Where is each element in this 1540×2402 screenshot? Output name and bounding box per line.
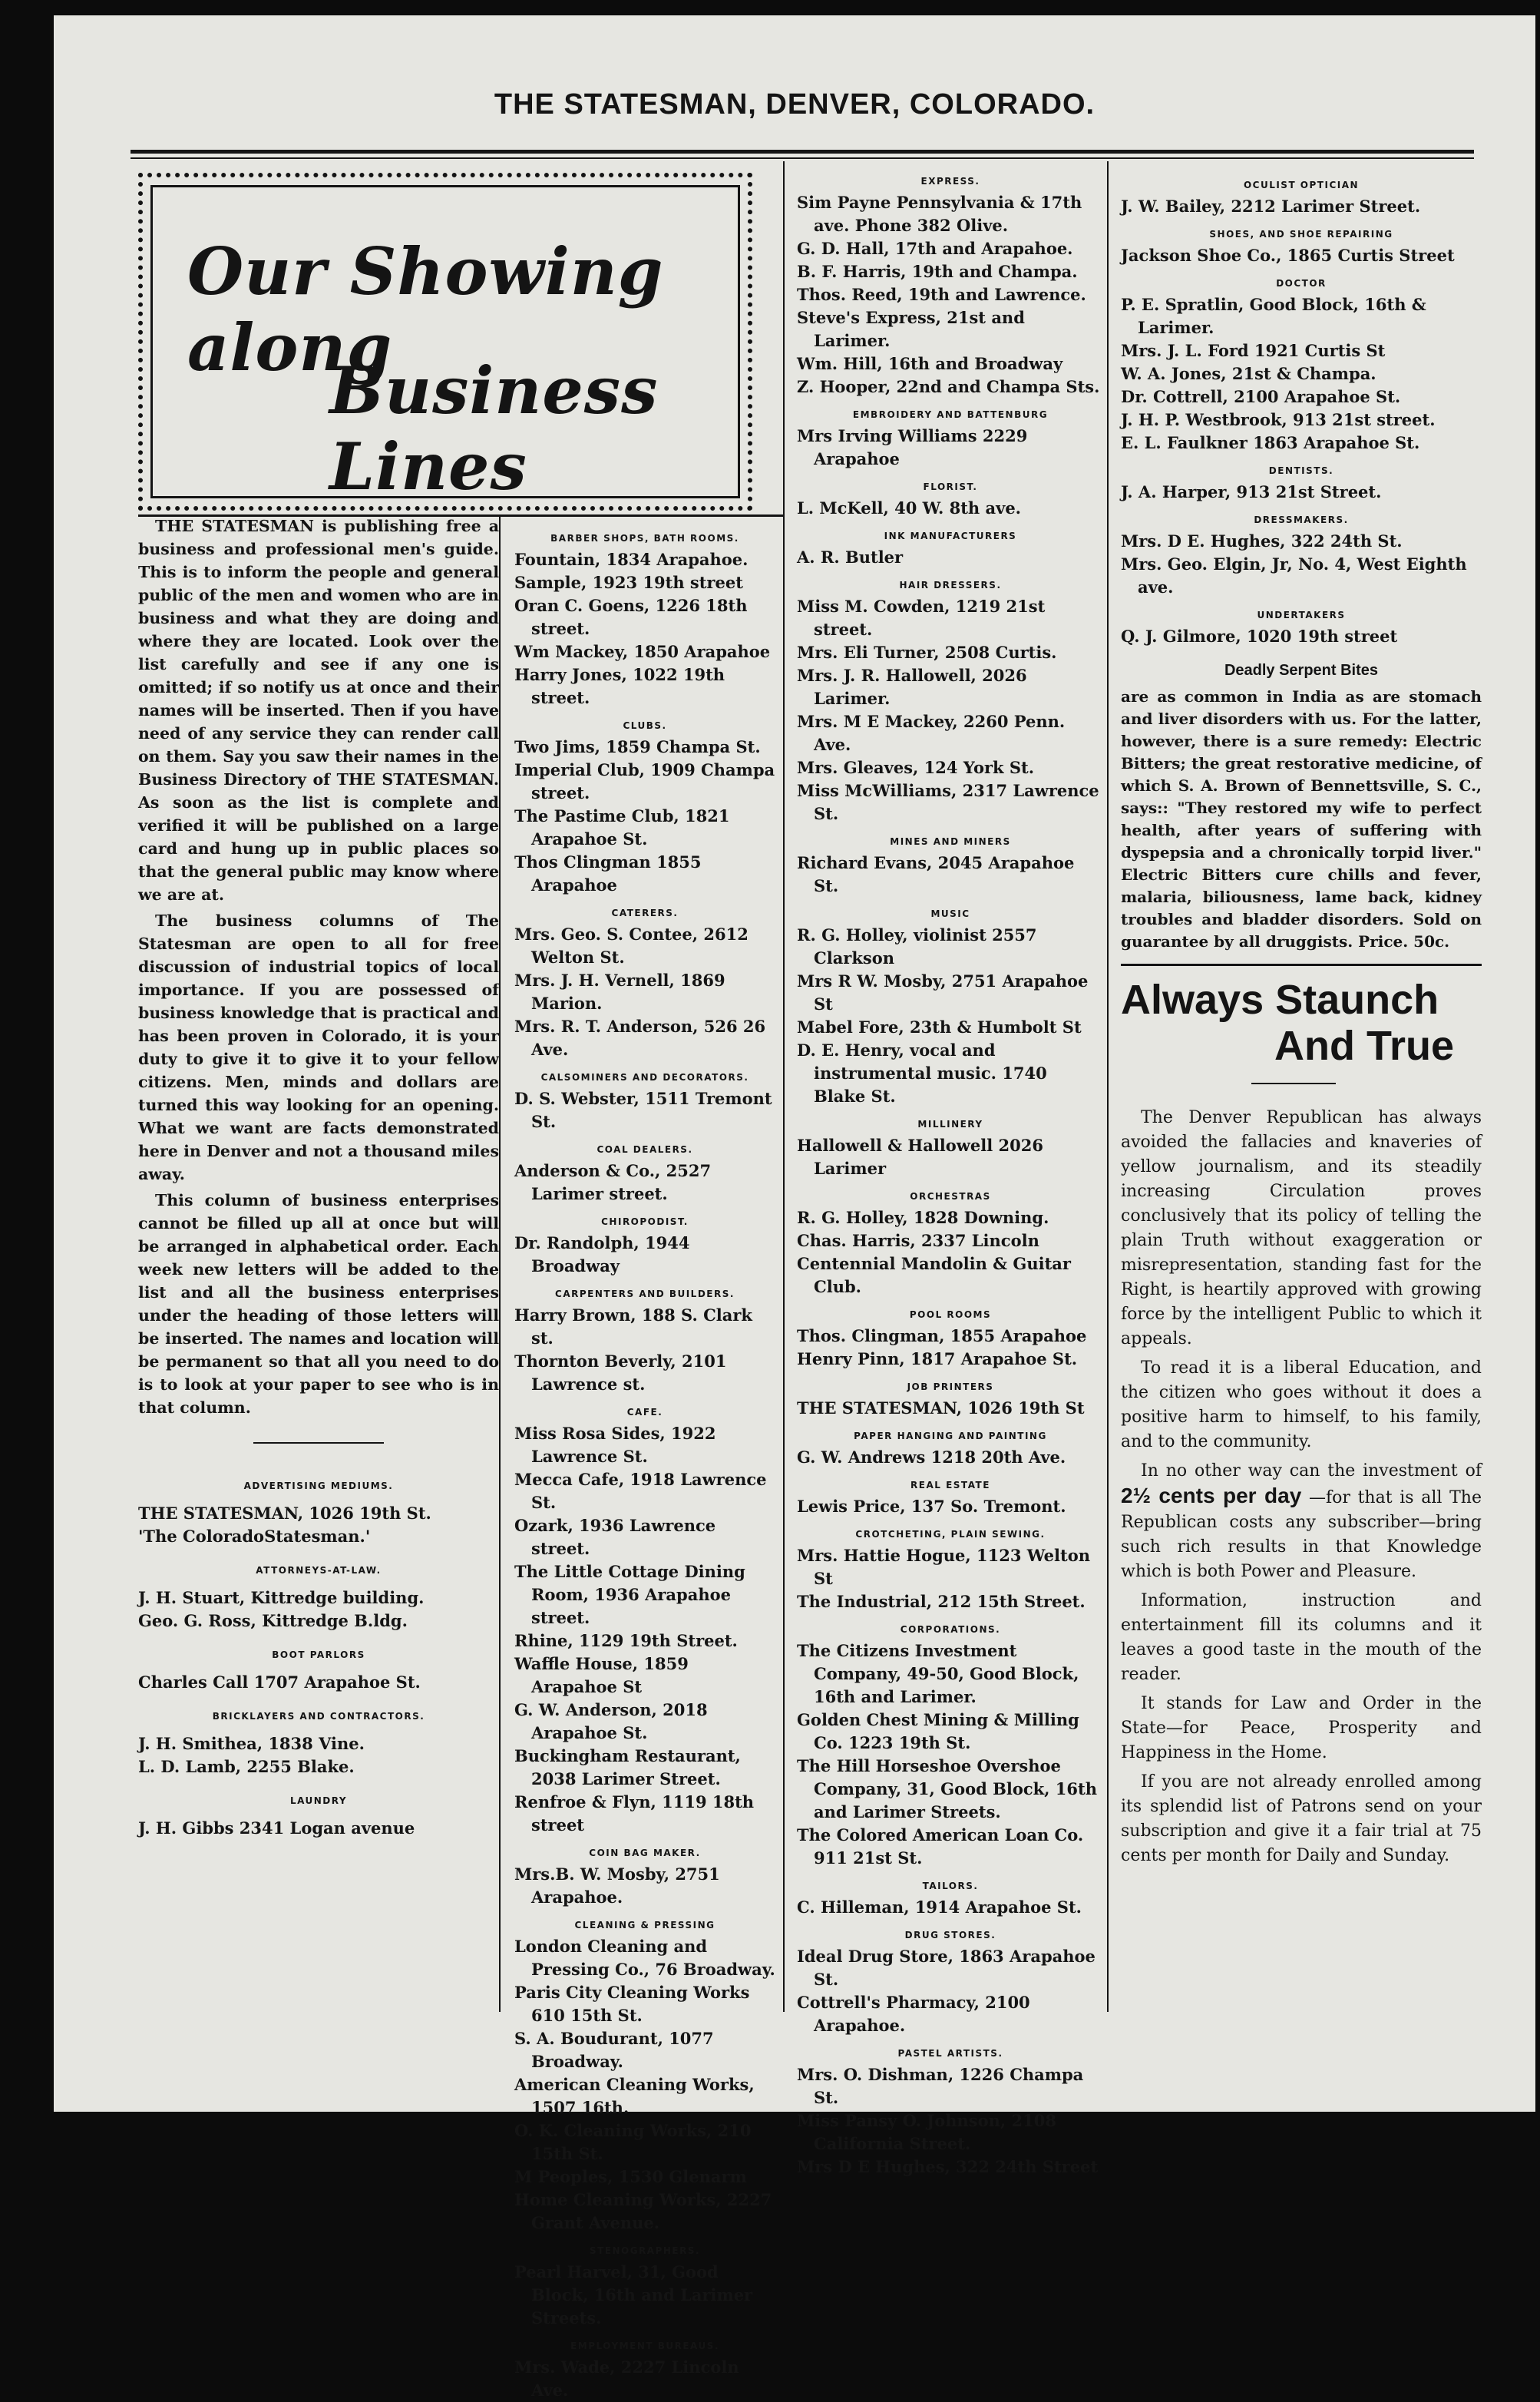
ad-rule [1121, 964, 1482, 966]
deadly-title: Deadly Serpent Bites [1224, 662, 1379, 679]
section-heading: POOL ROOMS [909, 1309, 992, 1320]
directory-entry: Paris City Cleaning Works 610 15th St. [514, 1983, 750, 2025]
section-heading: INK MANUFACTURERS [884, 531, 1017, 541]
directory-entry: Harry Brown, 188 S. Clark st. [514, 1305, 752, 1348]
section-heading: CLEANING & PRESSING [574, 1920, 715, 1931]
directory-entry: Dr. Randolph, 1944 Broadway [514, 1233, 690, 1275]
directory-entry: A. R. Butler [797, 548, 904, 567]
directory-entry: Mrs. D E. Hughes, 322 24th St. [1121, 531, 1403, 551]
masthead-rule-thin [131, 157, 1474, 159]
directory-entry: Mrs R W. Mosby, 2751 Arapahoe St [797, 971, 1089, 1014]
directory-entry: Wm. Hill, 16th and Broadway [797, 354, 1063, 373]
short-rule [253, 1442, 384, 1444]
ad-paragraph [1121, 1459, 1482, 1584]
directory-entry: Mrs. J. H. Vernell, 1869 Marion. [514, 971, 725, 1013]
directory-entry: THE STATESMAN, 1026 19th St. [138, 1504, 431, 1523]
section-heading: DOCTOR [1276, 278, 1327, 289]
directory-entry: Ideal Drug Store, 1863 Arapahoe St. [797, 1947, 1096, 1989]
newspaper-page [54, 15, 1535, 2400]
directory-entry: Richard Evans, 2045 Arapahoe St. [797, 853, 1075, 895]
directory-entry: Ozark, 1936 Lawrence street. [514, 1516, 716, 1558]
right-column [1121, 169, 1482, 1873]
section-heading: CAFE. [626, 1407, 663, 1418]
directory-entry: Mrs.B. W. Mosby, 2751 Arapahoe. [514, 1864, 720, 1907]
directory-col4 [1121, 180, 1482, 648]
ad-body [1121, 1106, 1482, 1868]
directory-entry: Lewis Price, 137 So. Tremont. [797, 1497, 1066, 1516]
directory-entry: Mrs. M E Mackey, 2260 Penn. Ave. [797, 712, 1066, 754]
masthead-rule-thick [131, 150, 1474, 154]
directory-entry: Centennial Mandolin & Guitar Club. [797, 1254, 1071, 1296]
directory-entry: Mecca Cafe, 1918 Lawrence St. [514, 1470, 767, 1512]
directory-entry: Home Cleaning Works, 2227 Grant Avenue. [514, 2190, 772, 2232]
directory-entry: The Little Cottage Dining Room, 1936 Arapahoe street. [514, 1562, 745, 1627]
directory-entry: Mrs. Geo. S. Contee, 2612 Welton St. [514, 925, 749, 967]
ad-paragraph: To read it is a liberal Education, and the citizen who goes without it does a positive harm to himself, to his family, and to the community. [1121, 1358, 1482, 1451]
directory-entry: Miss McWilliams, 2317 Lawrence St. [797, 781, 1099, 823]
directory-entry: J. H. Stuart, Kittredge building. [138, 1588, 425, 1607]
section-heading: CLUBS. [623, 720, 667, 731]
directory-entry: Buckingham Restaurant, 2038 Larimer Street. [514, 1746, 741, 1788]
directory-entry: G. W. Andrews 1218 20th Ave. [797, 1447, 1066, 1467]
section-heading: PASTEL ARTISTS. [897, 2048, 1003, 2059]
directory-entry: The Pastime Club, 1821 Arapahoe St. [514, 806, 730, 849]
ad-paragraph: The Denver Republican has always avoided the fallacies and knaveries of yellow journalism, and its steadily increasing Circulation proves conclusively that its policy of telling the plain Truth without exaggeration or misrepresentation, standing fast for the Right, is heartily approved with growing force by the intelligent Public to which it appeals. [1121, 1108, 1482, 1348]
directory-entry: Rhine, 1129 19th Street. [514, 1631, 738, 1650]
directory-entry: G. W. Anderson, 2018 Arapahoe St. [514, 1700, 708, 1742]
section-heading: EXPRESS. [920, 176, 980, 187]
directory-entry: Dr. Cottrell, 2100 Arapahoe St. [1121, 387, 1401, 406]
directory-col3 [797, 165, 1104, 2179]
directory-entry: Waffle House, 1859 Arapahoe St [514, 1654, 689, 1696]
directory-entry: Chas. Harris, 2337 Lincoln [797, 1231, 1039, 1250]
section-heading: CROTCHETING, PLAIN SEWING. [855, 1529, 1046, 1540]
intro-paragraph: THE STATESMAN is publishing free a business and professional men's guide. This is to inform the people and general public of the men and women who are in business and what they are doing and where they are located. Look over the list carefully and see if any one is omitted; if so notify us at once and their names will be inserted. Then if you have need of any service they can render call on them. Say you saw their names in the Business Directory of THE STATESMAN. As soon as the list is complete and verified it will be published on a large card and hung up in public places so that the general public may know where we are at. [138, 517, 499, 904]
directory-entry: 'The ColoradoStatesman.' [138, 1527, 371, 1546]
section-heading: JOB PRINTERS [907, 1381, 994, 1392]
section-heading: LAUNDRY [289, 1795, 348, 1806]
directory-entry: Sim Payne Pennsylvania & 17th ave. Phone 382 Olive. [797, 193, 1082, 235]
section-heading: REAL ESTATE [910, 1480, 990, 1490]
directory-entry: J. A. Harper, 913 21st Street. [1121, 482, 1382, 501]
section-heading: BRICKLAYERS AND CONTRACTORS. [212, 1711, 425, 1722]
section-heading: OCULIST OPTICIAN [1243, 180, 1360, 190]
ad-text: In no other way can the investment of [1141, 1461, 1482, 1481]
directory-entry: The Citizens Investment Company, 49-50, Good Block, 16th and Larimer. [797, 1641, 1079, 1706]
directory-entry: Jackson Shoe Co., 1865 Curtis Street [1121, 246, 1455, 265]
section-heading: COAL DEALERS. [597, 1144, 693, 1155]
directory-entry: R. G. Holley, 1828 Downing. [797, 1208, 1049, 1227]
section-heading: PAPER HANGING AND PAINTING [854, 1431, 1047, 1441]
directory-entry: Oran C. Goens, 1226 18th street. [514, 596, 748, 638]
directory-entry: G. D. Hall, 17th and Arapahoe. [797, 239, 1073, 258]
directory-entry: Golden Chest Mining & Milling Co. 1223 19th St. [797, 1710, 1079, 1752]
ad-paragraph: It stands for Law and Order in the State—for Peace, Prosperity and Happiness in the Home. [1121, 1694, 1482, 1762]
directory-entry: Renfroe & Flyn, 1119 18th street [514, 1792, 755, 1835]
directory-entry: Mrs Irving Williams 2229 Arapahoe [797, 426, 1028, 468]
ad-title1: Always Staunch [1121, 977, 1439, 1023]
directory-entry: The Hill Horseshoe Overshoe Company, 31, Good Block, 16th and Larimer Streets. [797, 1756, 1097, 1821]
directory-entry: S. A. Boudurant, 1077 Broadway. [514, 2029, 714, 2071]
directory-entry: Wm Mackey, 1850 Arapahoe [514, 642, 771, 661]
directory-entry: Mrs. Eli Turner, 2508 Curtis. [797, 643, 1057, 662]
directory-entry: J. H. Smithea, 1838 Vine. [138, 1734, 365, 1753]
directory-entry: Sample, 1923 19th street [514, 573, 743, 592]
ad-paragraph: Information, instruction and entertainment fill its columns and it leaves a good taste in the mouth of the reader. [1121, 1591, 1482, 1684]
directory-entry: D. S. Webster, 1511 Tremont St. [514, 1089, 772, 1131]
directory-entry: Mrs. O. Dishman, 1226 Champa St. [797, 2065, 1084, 2107]
intro-paragraph: This column of business enterprises cannot be filled up all at once but will be arranged in alphabetical order. Each week new letters will be added to the list and all the business enterprises under the heading of those letters will be inserted. The names and location will be permanent so that all you need to do is to look at your paper to see who is in that column. [138, 1191, 499, 1417]
directory-entry: American Cleaning Works, 1507 16th. [514, 2075, 755, 2117]
intro-paragraph: The business columns of The Statesman are open to all for free discussion of industrial topics of local importance. If you are possessed of business knowledge that is practical and has been proven in Colorado, it is your duty to give it to give it to your fellow citizens. Men, minds and dollars are turned this way looking for an opening. What we want are facts demonstrated here in Denver and not a thousand miles away. [138, 912, 499, 1183]
directory-entry: Mrs. J. R. Hallowell, 2026 Larimer. [797, 666, 1027, 708]
section-heading: BARBER SHOPS, BATH ROOMS. [550, 533, 739, 544]
directory-entry: Q. J. Gilmore, 1020 19th street [1121, 627, 1398, 646]
directory-entry: The Colored American Loan Co. 911 21st St. [797, 1825, 1084, 1868]
section-heading: TAILORS. [922, 1881, 979, 1891]
directory-entry: Miss Rosa Sides, 1922 Lawrence St. [514, 1424, 716, 1466]
directory-entry: O. K. Cleaning Works, 210 15th St. [514, 2121, 752, 2163]
directory-entry: M Peoples, 1530 Glenarm [514, 2167, 747, 2186]
section-heading: DRUG STORES. [904, 1930, 996, 1940]
directory-entry: Mrs. R. T. Anderson, 526 26 Ave. [514, 1017, 766, 1059]
directory-entry: W. A. Jones, 21st & Champa. [1121, 364, 1376, 383]
directory-entry: J. W. Bailey, 2212 Larimer Street. [1121, 197, 1421, 216]
directory-entry: Thos Clingman 1855 Arapahoe [514, 852, 702, 895]
section-heading: COIN BAG MAKER. [589, 1848, 701, 1858]
section-heading: ORCHESTRAS [910, 1191, 991, 1202]
directory-entry: Pearl Harvel, 31, Good Block, 16th and Larimer Streets. [514, 2262, 753, 2328]
directory-entry: Mrs. Hattie Hogue, 1123 Welton St [797, 1546, 1090, 1588]
directory-entry: Fountain, 1834 Arapahoe. [514, 550, 749, 569]
col-divider-1 [499, 514, 501, 2012]
directory-entry: Cottrell's Pharmacy, 2100 Arapahoe. [797, 1993, 1030, 2035]
directory-entry: London Cleaning and Pressing Co., 76 Broadway. [514, 1937, 775, 1979]
section-heading: FLORIST. [923, 481, 978, 492]
directory-entry: C. Hilleman, 1914 Arapahoe St. [797, 1897, 1082, 1917]
directory-entry: D. E. Henry, vocal and instrumental music. 1740 Blake St. [797, 1041, 1047, 1106]
directory-entry: B. F. Harris, 19th and Champa. [797, 262, 1078, 281]
directory-entry: Mrs D E Hughes, 322 24th Street [797, 2157, 1099, 2176]
directory-col2 [514, 522, 775, 2402]
section-heading: MILLINERY [917, 1119, 983, 1130]
directory-entry: Anderson & Co., 2527 Larimer street. [514, 1161, 712, 1203]
directory-entry: P. E. Spratlin, Good Block, 16th & Larimer. [1121, 295, 1426, 337]
ad-paragraph: If you are not already enrolled among its splendid list of Patrons send on your subscription and give it a fair trial at 75 cents per month for Daily and Sunday. [1121, 1772, 1482, 1865]
directory-entry: Charles Call 1707 Arapahoe St. [138, 1672, 421, 1692]
directory-entry: J. H. Gibbs 2341 Logan avenue [138, 1818, 415, 1838]
col-divider-2 [783, 161, 785, 2012]
section-heading: DRESSMAKERS. [1254, 514, 1349, 525]
section-heading: CALSOMINERS AND DECORATORS. [540, 1072, 749, 1083]
directory-entry: Imperial Club, 1909 Champa street. [514, 760, 775, 802]
section-heading: CATERERS. [611, 908, 679, 918]
section-heading: ATTORNEYS-AT-LAW. [256, 1565, 382, 1576]
directory-entry: Two Jims, 1859 Champa St. [514, 737, 761, 756]
section-heading: MUSIC [930, 908, 970, 919]
directory-entry: Miss Pansy O. Johnson, 2108 California Street. [797, 2111, 1056, 2153]
directory-entry: Mabel Fore, 23th & Humbolt St [797, 1017, 1082, 1037]
directory-entry: J. H. P. Westbrook, 913 21st street. [1121, 410, 1436, 429]
directory-entry: Geo. G. Ross, Kittredge B.ldg. [138, 1611, 408, 1630]
masthead: THE STATESMAN, DENVER, COLORADO. [494, 88, 1096, 121]
directory-entry: Mrs. Gleaves, 124 York St. [797, 758, 1035, 777]
directory-entry: Mrs. J. L. Ford 1921 Curtis St [1121, 341, 1386, 360]
section-heading: CHIROPODIST. [601, 1216, 689, 1227]
directory-entry: THE STATESMAN, 1026 19th St [797, 1398, 1085, 1418]
section-heading: ADVERTISING MEDIUMS. [243, 1481, 394, 1491]
ad-price-highlight: 2½ cents per day [1121, 1484, 1302, 1507]
section-heading: EMPLOYMENT BUREAUS. [570, 2341, 719, 2351]
directory-entry: Henry Pinn, 1817 Arapahoe St. [797, 1349, 1078, 1368]
ad-title-rule [1251, 1083, 1336, 1084]
ad-text: —for that is all The Republican costs any subscriber—bring such rich results in that Knowledge which is both Power and Pleasure. [1121, 1488, 1482, 1581]
directory-entry: Mrs. Wade, 2227 Lincoln Ave. [514, 2357, 739, 2400]
directory-col1 [138, 1474, 499, 1840]
directory-entry: The Industrial, 212 15th Street. [797, 1592, 1086, 1611]
banner-box [138, 173, 752, 511]
directory-entry: Thornton Beverly, 2101 Lawrence st. [514, 1352, 727, 1394]
section-heading: STENOGRAPHERS. [589, 2245, 701, 2256]
directory-entry: Mrs. Geo. Elgin, Jr, No. 4, West Eighth ave. [1121, 554, 1467, 597]
section-heading: UNDERTAKERS [1257, 610, 1346, 620]
directory-entry: Hallowell & Hallowell 2026 Larimer [797, 1136, 1043, 1178]
directory-entry: Harry Jones, 1022 19th street. [514, 665, 725, 707]
directory-entry: L. McKell, 40 W. 8th ave. [797, 498, 1021, 518]
section-heading: BOOT PARLORS [272, 1649, 365, 1660]
directory-entry: Z. Hooper, 22nd and Champa Sts. [797, 377, 1100, 396]
section-heading: SHOES, AND SHOE REPAIRING [1209, 229, 1393, 240]
section-heading: MINES AND MINERS [890, 836, 1011, 847]
directory-entry: Thos. Reed, 19th and Lawrence. [797, 285, 1086, 304]
section-heading: HAIR DRESSERS. [899, 580, 1002, 591]
intro-text [138, 514, 499, 1840]
section-heading: DENTISTS. [1268, 465, 1334, 476]
directory-entry: R. G. Holley, violinist 2557 Clarkson [797, 925, 1037, 968]
section-heading: CARPENTERS AND BUILDERS. [555, 1289, 735, 1299]
directory-entry: Steve's Express, 21st and Larimer. [797, 308, 1025, 350]
banner-line1: Our Showing along [187, 233, 664, 385]
deadly-text: are as common in India as are stomach and liver disorders with us. For the latter, however, there is a sure remedy: Electric Bitters; the great restorative medicine, of which S. A. Brown of Bennettsville, S. C., says:: "They restored my wife to perfect health, after years of suffering with dyspepsia and a chronically torpid liver." Electric Bitters cure chills and fever, malaria, biliousness, lame back, kidney troubles and bladder disorders. Sold on guarantee by all druggists. Price. 50c. [1121, 687, 1482, 951]
section-heading: CORPORATIONS. [900, 1624, 1001, 1635]
directory-entry: Miss M. Cowden, 1219 21st street. [797, 597, 1046, 639]
directory-entry: L. D. Lamb, 2255 Blake. [138, 1757, 355, 1776]
directory-entry: E. L. Faulkner 1863 Arapahoe St. [1121, 433, 1420, 452]
banner-line2: Business Lines [329, 352, 659, 505]
directory-entry: Thos. Clingman, 1855 Arapahoe [797, 1326, 1087, 1345]
section-heading: EMBROIDERY AND BATTENBURG [852, 409, 1049, 420]
col-divider-3 [1107, 161, 1109, 2012]
ad-title2: And True [1274, 1023, 1455, 1069]
